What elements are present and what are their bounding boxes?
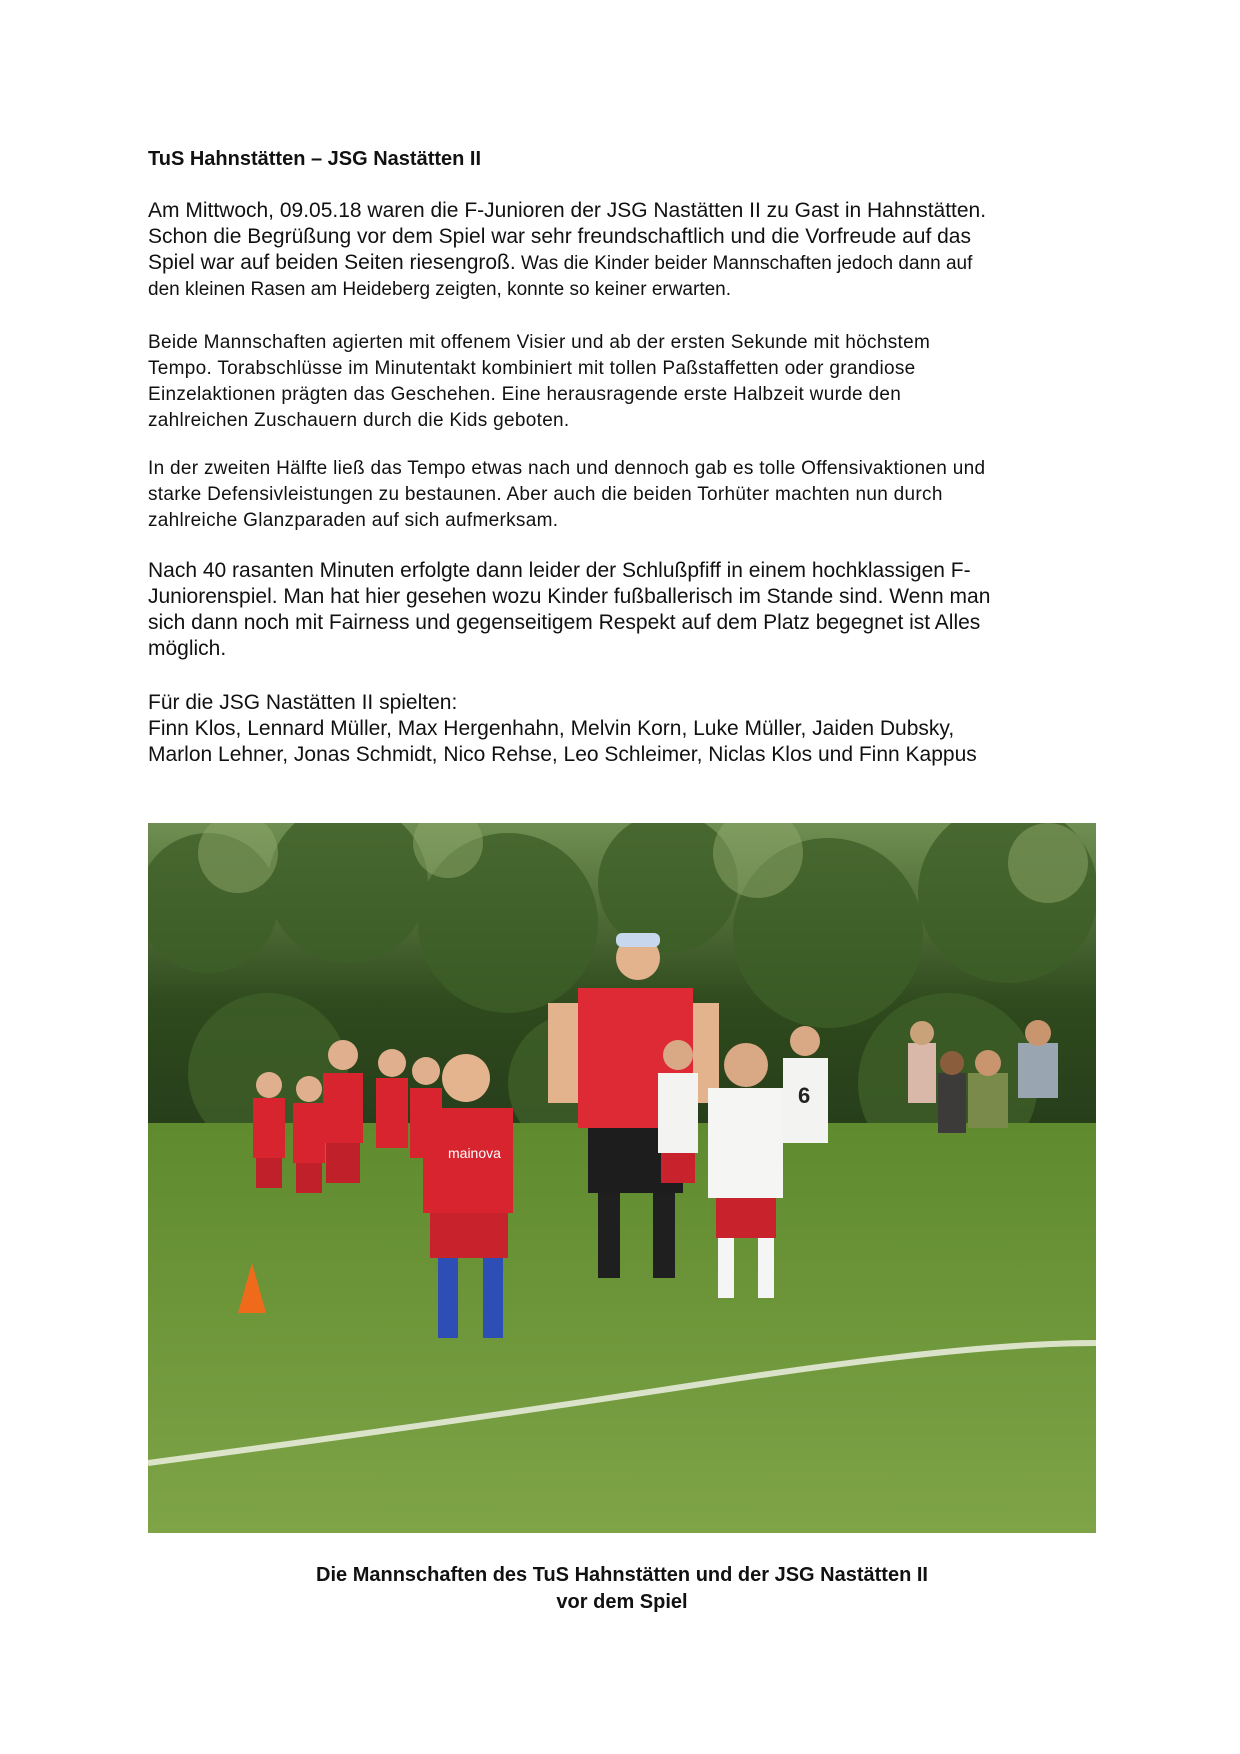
text-line: In der zweiten Hälfte ließ das Tempo etwas nach und dennoch gab es tolle Offensivaktionen und xyxy=(148,458,986,479)
shirt-text: mainova xyxy=(448,1145,501,1161)
text-line: starke Defensivleistungen zu bestaunen. Aber auch die beiden Torhüter machten nun durch xyxy=(148,484,943,505)
team-photo xyxy=(148,823,1096,1533)
text-line: zahlreiche Glanzparaden auf sich aufmerksam. xyxy=(148,510,559,531)
team-photo-illustration xyxy=(148,823,1096,1533)
text-line: den kleinen Rasen am Heideberg zeigten, konnte so keiner erwarten. xyxy=(148,279,732,300)
paragraph-second-half xyxy=(148,456,1098,534)
players-line: Marlon Lehner, Jonas Schmidt, Nico Rehse, Leo Schleimer, Niclas Klos und Finn Kappus xyxy=(148,743,977,766)
text-line: zahlreichen Zuschauern durch die Kids geboten. xyxy=(148,410,570,431)
players-list xyxy=(148,690,1098,768)
text-line: Juniorenspiel. Man hat hier gesehen wozu Kinder fußballerisch im Stande sind. Wenn man xyxy=(148,585,991,608)
text-span: Was die Kinder beider Mannschaften jedoch dann auf xyxy=(515,253,973,274)
jersey-number: 6 xyxy=(798,1083,811,1108)
text-line: möglich. xyxy=(148,637,227,660)
text-line: Beide Mannschaften agierten mit offenem Visier und ab der ersten Sekunde mit höchstem xyxy=(148,332,931,353)
photo-caption-line2: vor dem Spiel xyxy=(556,1591,688,1613)
paragraph-intro xyxy=(148,198,1098,303)
text-line: sich dann noch mit Fairness und gegenseitigem Respekt auf dem Platz begegnet ist Alles xyxy=(148,611,981,634)
text-line: Nach 40 rasanten Minuten erfolgte dann leider der Schlußpfiff in einem hochklassigen F- xyxy=(148,559,971,582)
text-line: Schon die Begrüßung vor dem Spiel war sehr freundschaftlich und die Vorfreude auf das xyxy=(148,225,971,248)
paragraph-first-half xyxy=(148,330,1098,434)
article-title: TuS Hahnstätten – JSG Nastätten II xyxy=(148,148,482,170)
players-line: Finn Klos, Lennard Müller, Max Hergenhahn, Melvin Korn, Luke Müller, Jaiden Dubsky, xyxy=(148,717,955,740)
text-line: Tempo. Torabschlüsse im Minutentakt kombiniert mit tollen Paßstaffetten oder grandiose xyxy=(148,358,916,379)
text-line: Einzelaktionen prägten das Geschehen. Eine herausragende erste Halbzeit wurde den xyxy=(148,384,902,405)
text-line: Am Mittwoch, 09.05.18 waren die F-Junioren der JSG Nastätten II zu Gast in Hahnstätten. xyxy=(148,199,987,222)
photo-caption-line1: Die Mannschaften des TuS Hahnstätten und der JSG Nastätten II xyxy=(316,1564,928,1586)
text-span: Spiel war auf beiden Seiten riesengroß. xyxy=(148,251,516,274)
text-line xyxy=(148,250,1098,277)
paragraph-conclusion xyxy=(148,558,1098,662)
players-heading: Für die JSG Nastätten II spielten: xyxy=(148,691,458,714)
